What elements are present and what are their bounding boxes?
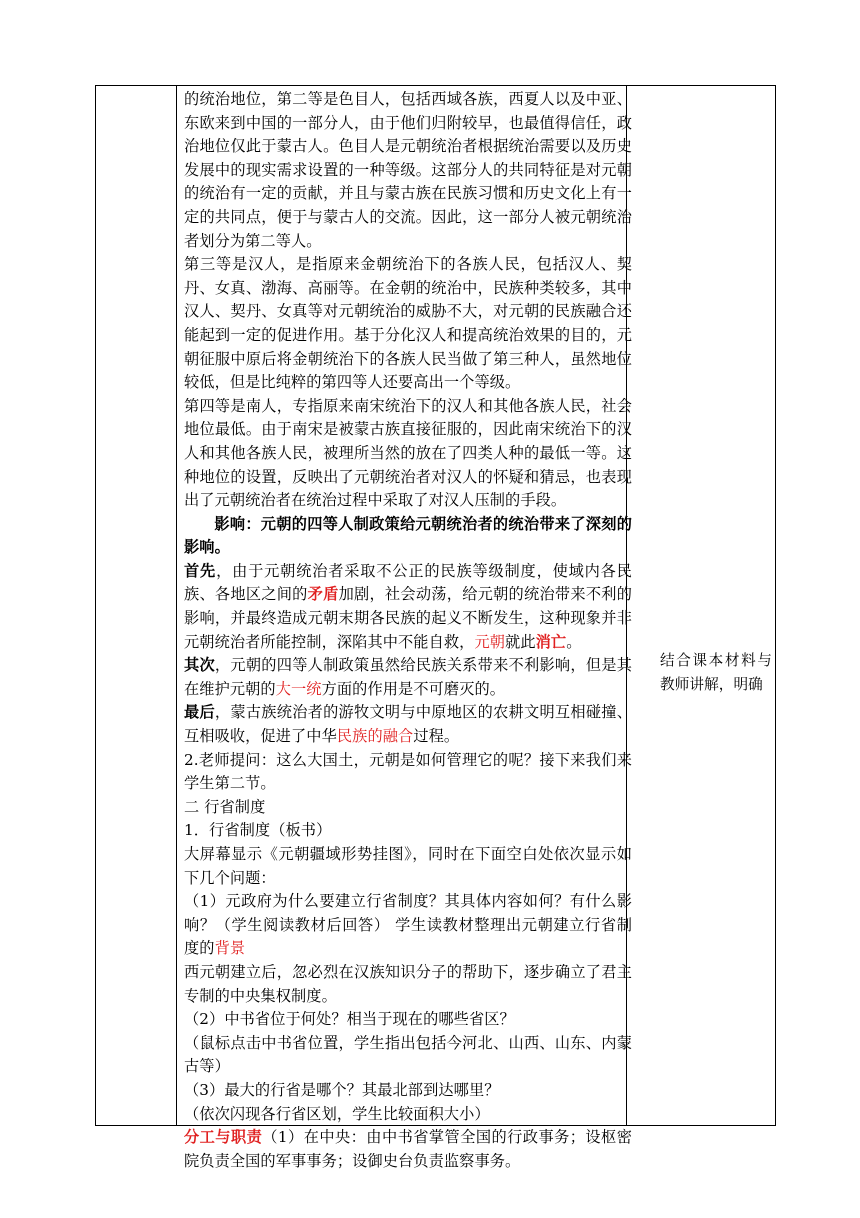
paragraph-nanren: 第四等是南人，专指原来南宋统治下的汉人和其他各族人民，社会地位最低。由于南宋是被蒙古族直接征服的，因此南宋统治下的汉人和其他各族人民，被理所当然的放在了四类人种的最低一等。这种地位的设置，反映出了元朝统治者对汉人的怀疑和猜忌，也表现出了元朝统治者在统治过程中采取了对汉人压制的手段。 [184, 396, 632, 510]
paragraph-last [184, 701, 632, 748]
keyword-fusion: 民族的融合 [336, 727, 414, 746]
column-divider-1 [176, 86, 177, 1125]
keyword-background: 背景 [214, 939, 246, 958]
paragraph-division-duties [184, 1126, 632, 1173]
keyword-division-duties: 分工与职责 [184, 1128, 263, 1147]
paragraph-first [184, 560, 632, 654]
keyword-demise: 消亡 [535, 632, 567, 651]
text: ，由于元朝统治者采取不公正的民族等级制度，使域内各民族、各地区之间的 [184, 561, 632, 604]
answer-2: （鼠标点击中书省位置，学生指出包括今河北、山西、山东、内蒙古等） [184, 1033, 632, 1076]
text: 过程。 [413, 727, 460, 746]
paragraph-map-display: 大屏幕显示《元朝疆域形势挂图》，同时在下面空白处依次显示如下几个问题： [184, 845, 632, 887]
keyword-yuan: 元朝 [474, 632, 506, 651]
lead-second: 其次 [184, 656, 215, 675]
paragraph-influence-heading: 影响：元朝的四等人制政策给元朝统治者的统治带来了深刻的影响。 [184, 514, 632, 557]
keyword-conflict: 矛盾 [307, 585, 339, 604]
teaching-process-cell [184, 86, 632, 1173]
text: ，蒙古族统治者的游牧文明与中原地区的农耕文明互相碰撞、互相吸收，促进了中华 [184, 703, 633, 746]
text: 。 [566, 632, 582, 651]
paragraph-second [184, 654, 632, 701]
paragraph-semu: 的统治地位，第二等是色目人，包括西域各族，西夏人以及中亚、东欧来到中国的一部分人，由于他们归附较早，也最值得信任，政治地位仅此于蒙古人。色目人是元朝统治者根据统治需要以及历史发展中的现实需求设置的一种等级。这部分人的共同特征是对元朝的统治有一定的贡献，并且与蒙古族在民族习惯和历史文化上有一定的共同点，便于与蒙古人的交流。因此，这一部分人被元朝统治者划分为第二等人。 [184, 90, 632, 250]
text: （1）在中央：由中书省掌管全国的行政事务；设枢密院负责全国的军事事务；设御史台负责监察事务。 [184, 1128, 632, 1170]
answer-3: （依次闪现各行省区划，学生比较面积大小） [184, 1104, 490, 1123]
design-intent-cell [660, 649, 772, 697]
lead-first: 首先 [184, 561, 217, 580]
lead-last: 最后 [184, 703, 215, 722]
text: 方面的作用是不可磨灭的。 [321, 679, 506, 698]
text: 加剧，社会动荡，给元朝的统治带来不利的影响，并最终造成元朝末期各民族的起义不断发生，这种现象并非元朝统治者所能控制，深陷其中不能自救， [184, 585, 633, 651]
paragraph-hanren: 第三等是汉人，是指原来金朝统治下的各族人民，包括汉人、契丹、女真、渤海、高丽等。在金朝的统治中，民族种类较多，其中汉人、契丹、女真等对元朝统治的威胁不大，对元朝的民族融合还能起到一定的促进作用。基于分化汉人和提高统治效果的目的，元朝征服中原后将金朝统治下的各族人民当做了第三种人，虽然地位较低，但是比纯粹的第四等人还要高出一个等级。 [184, 255, 632, 392]
question-3: （3）最大的行省是哪个？其最北部到达哪里？ [184, 1080, 500, 1099]
section-heading-province: 二 行省制度 [184, 797, 266, 816]
question-2: （2）中书省位于何处？相当于现在的哪些省区？ [184, 1010, 515, 1029]
lesson-table [95, 85, 776, 1170]
design-intent-text: 结合课本材料与教师讲解，明确 [660, 652, 772, 693]
keyword-unity: 大一统 [275, 679, 322, 698]
text: ，元朝的四等人制政策虽然给民族关系带来不利影响，但是其在维护元朝的 [184, 656, 633, 698]
text: 就此 [505, 632, 536, 651]
subheading-province-system: 1．行省制度（板书） [184, 821, 332, 840]
question-1 [184, 890, 632, 961]
paragraph-kublai: 西元朝建立后，忽必烈在汉族知识分子的帮助下，逐步确立了君主专制的中央集权制度。 [184, 962, 632, 1005]
text: （1）元政府为什么要建立行省制度？其具体内容如何？有什么影响？（学生阅读教材后回答） 学生读教材整理出元朝建立行省制度的 [184, 892, 632, 958]
paragraph-teacher-question: 2.老师提问：这么大国土，元朝是如何管理它的呢？接下来我们来学生第二节。 [184, 750, 632, 793]
